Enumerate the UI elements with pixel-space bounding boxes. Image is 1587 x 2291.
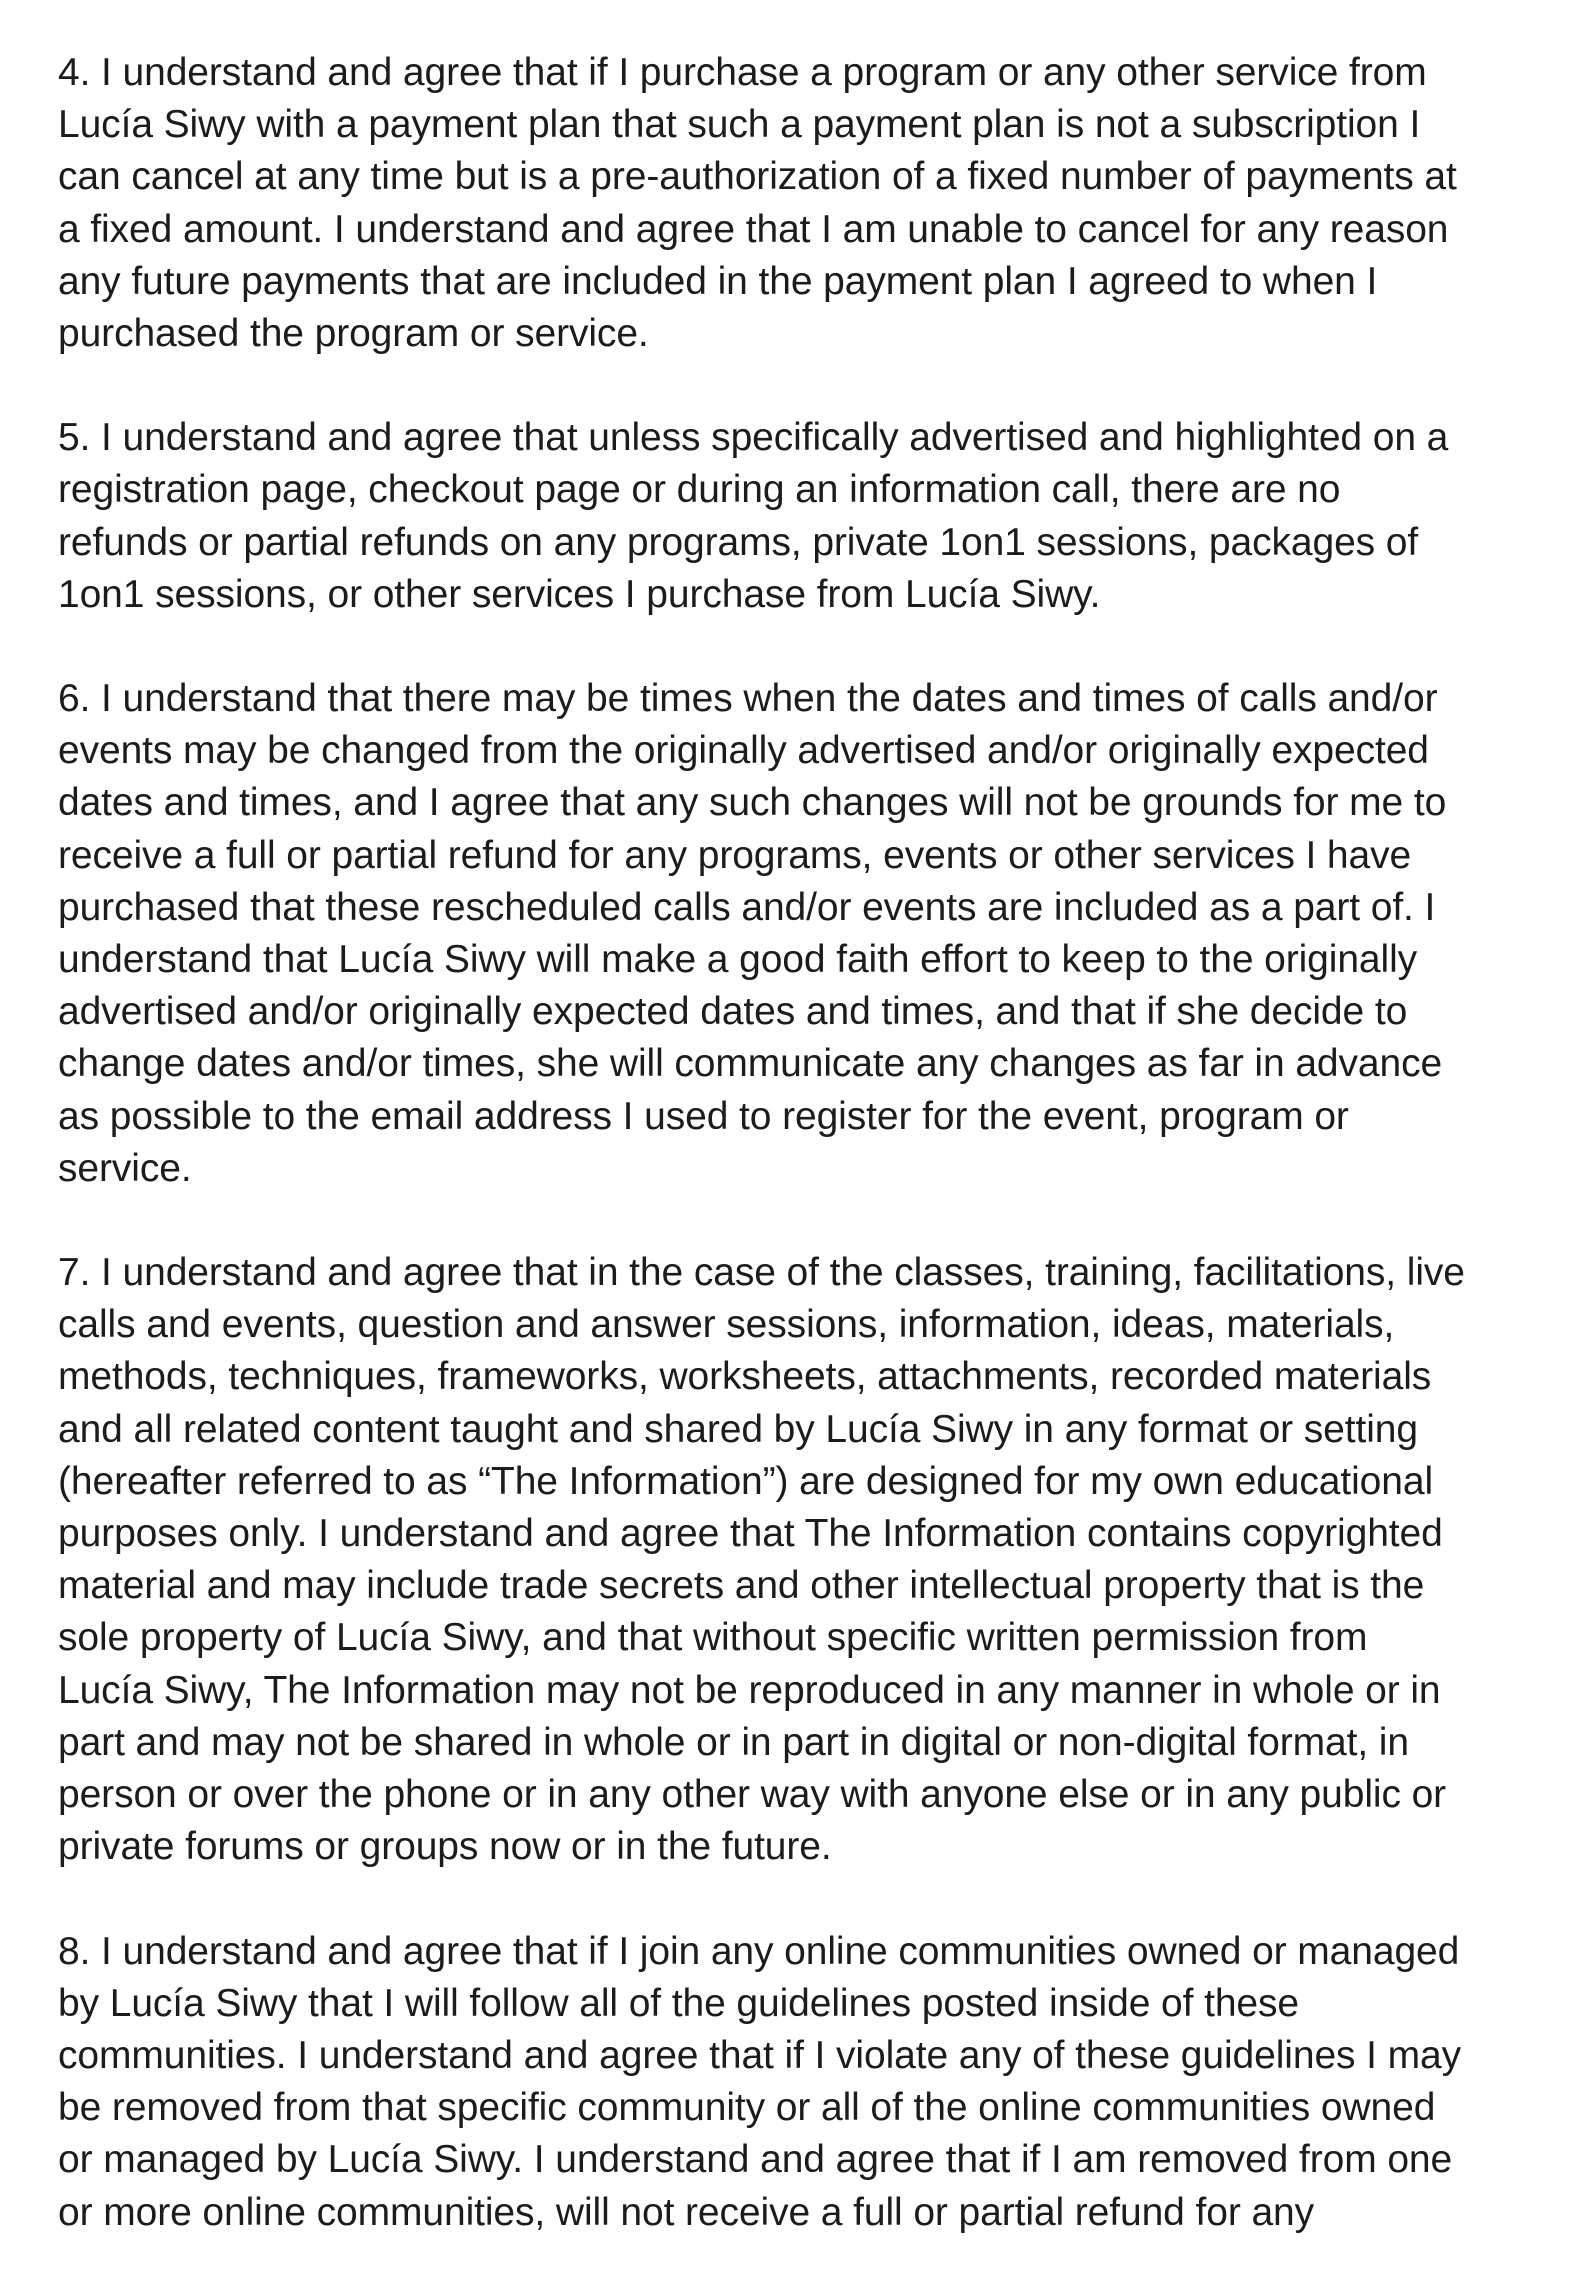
clause-4-paragraph: 4. I understand and agree that if I purchase a program or any other service from Lucía Siwy with a payment plan that such a payment plan is not a subscription I can cancel at any time but is a pre-authorization of a fixed number of payments at a fixed amount. I understand and agree that I am unable to cancel for any reason any future payments that are included in the payment plan I agreed to when I purchased the program or service. [58,51,1457,356]
clause-6-paragraph: 6. I understand that there may be times when the dates and times of calls and/or events may be changed from the originally advertised and/or originally expected dates and times, and I agree that any such changes will not be grounds for me to receive a full or partial refund for any programs, events or other services I have purchased that these rescheduled calls and/or events are included as a part of. I understand that Lucía Siwy will make a good faith effort to keep to the originally advertised and/or originally expected dates and times, and that if she decide to change dates and/or times, she will communicate any changes as far in advance as possible to the email address I used to register for the event, program or service. [58,677,1447,1190]
clause-7-paragraph: 7. I understand and agree that in the case of the classes, training, facilitations, live calls and events, question and answer sessions, information, ideas, materials, methods, techniques, frameworks, worksheets, attachments, recorded materials and all related content taught and shared by Lucía Siwy in any format or setting (hereafter referred to as “The Information”) are designed for my own educational purposes only. I understand and agree that The Information contains copyrighted material and may include trade secrets and other intellectual property that is the sole property of Lucía Siwy, and that without specific written permission from Lucía Siwy, The Information may not be reproduced in any manner in whole or in part and may not be shared in whole or in part in digital or non-digital format, in person or over the phone or in any other way with anyone else or in any public or private forums or groups now or in the future. [58,1251,1465,1869]
clause-8-paragraph: 8. I understand and agree that if I join any online communities owned or managed by Lucía Siwy that I will follow all of the guidelines posted inside of these communities. I understand and agree that if I violate any of these guidelines I may be removed from that specific community or all of the online communities owned or managed by Lucía Siwy. I understand and agree that if I am removed from one or more online communities, will not receive a full or partial refund for any [58,1929,1462,2234]
document-page [58,47,1538,2291]
clause-5-paragraph: 5. I understand and agree that unless specifically advertised and highlighted on a registration page, checkout page or during an information call, there are no refunds or partial refunds on any programs, private 1on1 sessions, packages of 1on1 sessions, or other services I purchase from Lucía Siwy. [58,416,1449,616]
